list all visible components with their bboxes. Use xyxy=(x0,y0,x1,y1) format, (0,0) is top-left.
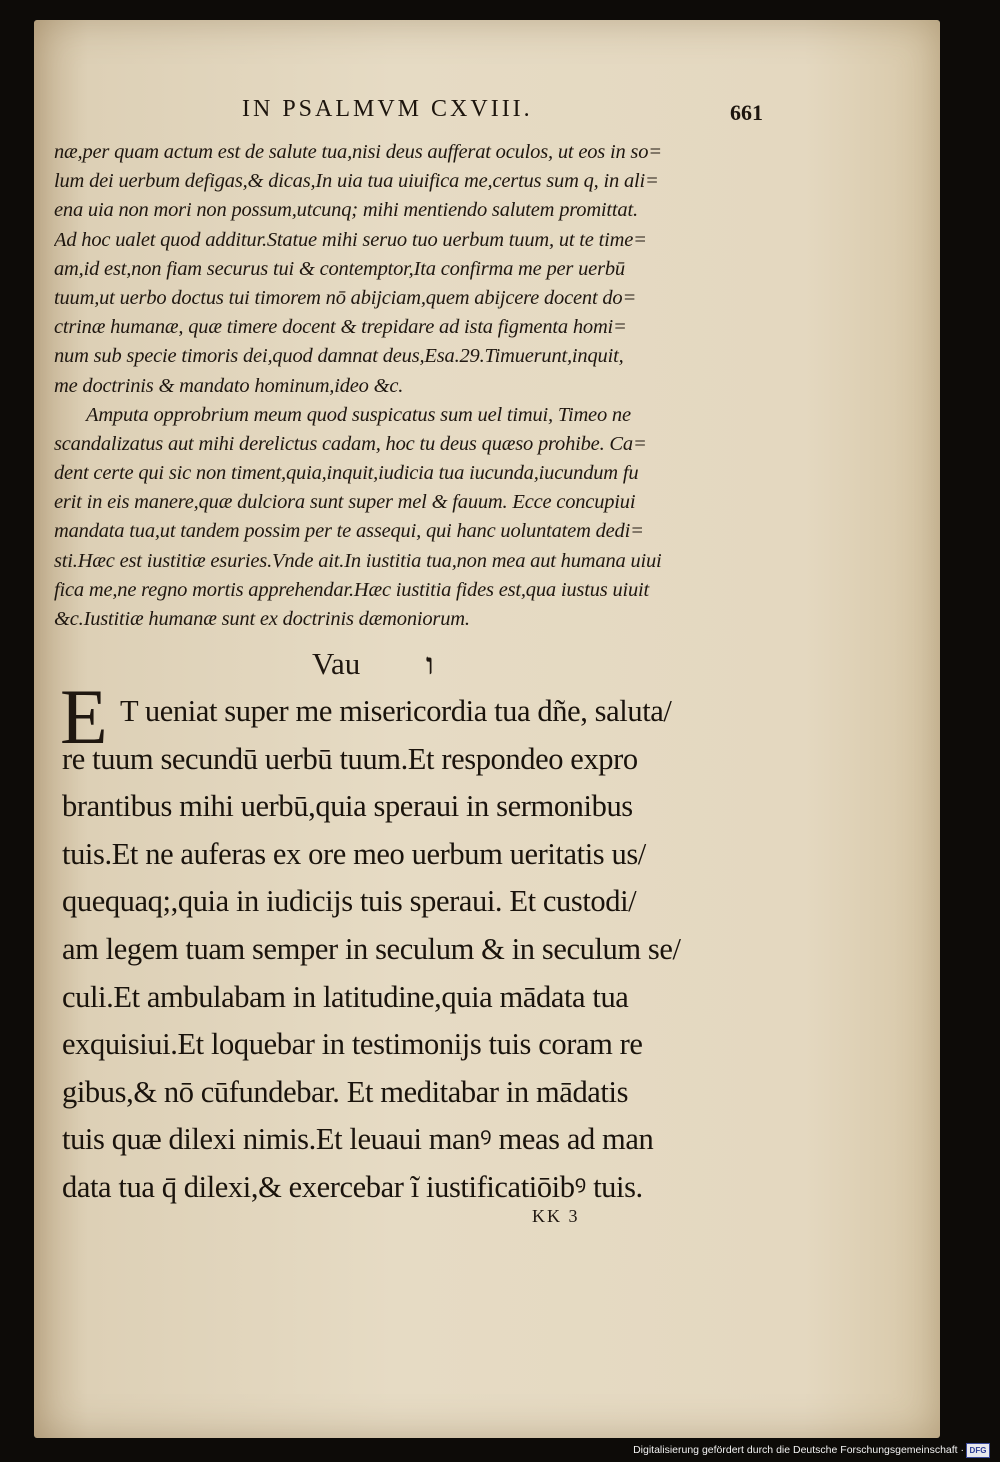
psalm-line: re tuum secundū uerbū tuum.Et respondeo expro xyxy=(62,741,638,776)
signature-mark: KK 3 xyxy=(532,1206,580,1226)
commentary-line: sti.Hæc est iustitiæ esuries.Vnde ait.In iustitia tua,non mea aut humana uiui xyxy=(54,549,662,572)
commentary-line: mandata tua,ut tandem possim per te assequi, qui hanc uoluntatem dedi= xyxy=(54,520,644,543)
commentary-line: am,id est,non fiam securus tui & contemptor,Ita confirma me per uerbū xyxy=(54,257,625,280)
commentary-line: Ad hoc ualet quod additur.Statue mihi seruo tuo uerbum tuum, ut te time= xyxy=(54,228,647,251)
psalm-line: tuis.Et ne auferas ex ore meo uerbum ueritatis us/ xyxy=(62,836,646,871)
commentary-line: &c.Iustitiæ humanæ sunt ex doctrinis dæmoniorum. xyxy=(54,608,470,630)
psalm-line: culi.Et ambulabam in latitudine,quia mādata tua xyxy=(62,979,629,1014)
commentary-line: ena uia non mori non possum,utcunq; mihi mentiendo salutem promittat. xyxy=(54,199,638,222)
psalm-line: tuis quæ dilexi nimis.Et leuaui manꝰ meas ad man xyxy=(62,1122,654,1157)
commentary-line: erit in eis manere,quæ dulciora sunt super mel & fauum. Ecce concupiui xyxy=(54,491,636,514)
psalm-line: quequaq;,quia in iudicijs tuis speraui. Et custodi/ xyxy=(62,884,637,919)
psalm-line: am legem tuam semper in seculum & in seculum se/ xyxy=(62,931,681,966)
psalm-text-block xyxy=(62,688,722,1212)
page-number: 661 xyxy=(730,100,763,125)
commentary-line: lum dei uerbum defigas,& dicas,In uia tua uiuifica me,certus sum q, in ali= xyxy=(54,170,659,193)
commentary-line: me doctrinis & mandato hominum,ideo &c. xyxy=(54,374,404,397)
psalm-line: T ueniat super me misericordia tua dñe, saluta/ xyxy=(120,694,672,728)
commentary-line: fica me,ne regno mortis apprehendar.Hæc iustitia fides est,qua iustus uiuit xyxy=(54,578,650,601)
commentary-line: scandalizatus aut mihi derelictus cadam, hoc tu deus quæso prohibe. Ca= xyxy=(54,432,647,455)
dfg-logo: DFG xyxy=(966,1443,990,1458)
commentary-line: ctrinæ humanæ, quæ timere docent & trepidare ad ista figmenta homi= xyxy=(54,316,627,339)
psalm-line: gibus,& nō cūfundebar. Et meditabar in mādatis xyxy=(62,1074,629,1109)
funding-credit: Digitalisierung gefördert durch die Deutsche Forschungsgemeinschaft · xyxy=(633,1444,964,1456)
section-title: Vau xyxy=(312,646,361,681)
commentary-line: Amputa opprobrium meum quod suspicatus sum uel timui, Timeo ne xyxy=(86,403,631,426)
commentary-line: næ,per quam actum est de salute tua,nisi deus aufferat oculos, ut eos in so= xyxy=(54,141,662,163)
commentary-block xyxy=(54,138,724,634)
psalm-line: exquisiui.Et loquebar in testimonijs tuis coram re xyxy=(62,1027,643,1062)
commentary-line: tuum,ut uerbo doctus tui timorem nō abijciam,quem abijcere docent do= xyxy=(54,286,637,309)
psalm-line: data tua q̄ dilexi,& exercebar ĩ iustificatiōibꝰ tuis. xyxy=(62,1169,643,1204)
drop-cap: E xyxy=(60,673,108,760)
commentary-line: dent certe qui sic non timent,quia,inquit,iudicia tua iucunda,iucundum fu xyxy=(54,462,639,485)
commentary-line: num sub specie timoris dei,quod damnat deus,Esa.29.Timuerunt,inquit, xyxy=(54,345,624,368)
hebrew-letter: ו xyxy=(426,647,434,682)
psalm-line: brantibus mihi uerbū,quia speraui in sermonibus xyxy=(62,789,633,824)
running-header: IN PSALMVM CXVIII. xyxy=(242,96,533,122)
